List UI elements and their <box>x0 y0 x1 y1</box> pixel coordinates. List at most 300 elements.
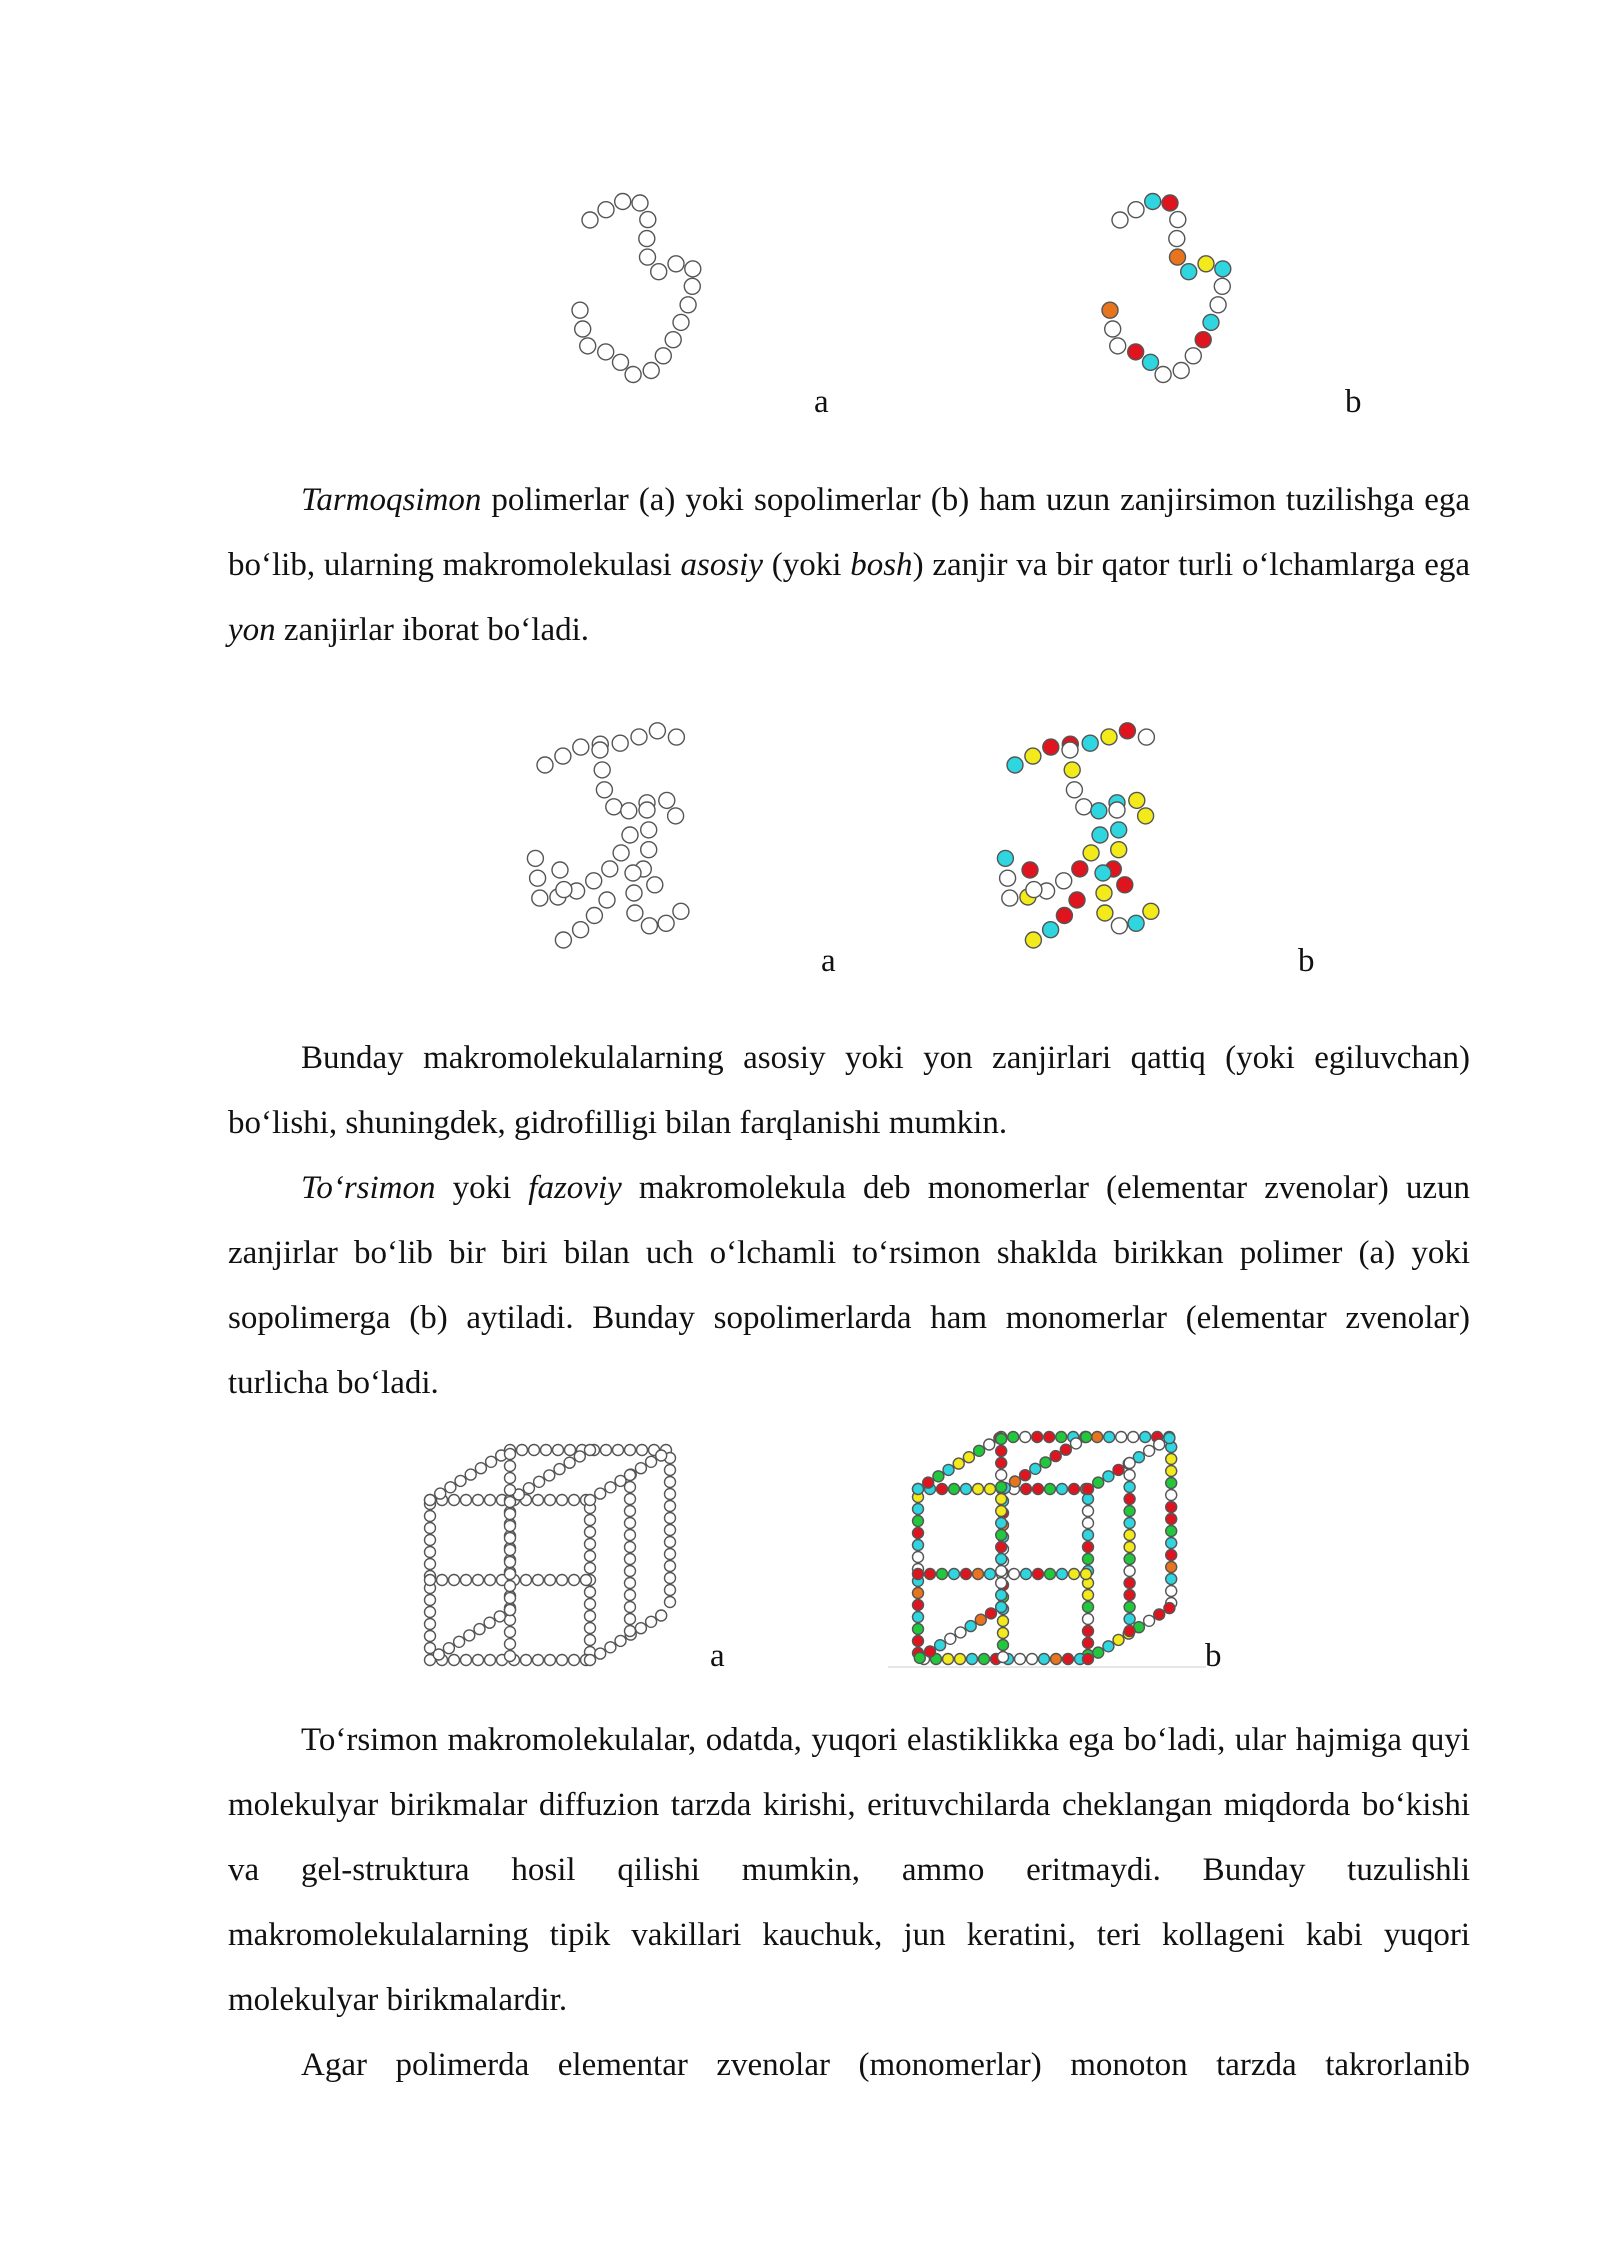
monomer-bead <box>505 1545 516 1556</box>
monomer-bead <box>1138 729 1154 745</box>
monomer-bead <box>680 297 696 313</box>
monomer-bead <box>1128 1432 1139 1443</box>
monomer-bead <box>585 1635 596 1646</box>
monomer-bead <box>1083 1590 1094 1601</box>
monomer-bead <box>580 338 596 354</box>
monomer-bead <box>1033 1484 1044 1495</box>
monomer-bead <box>1166 1478 1177 1489</box>
monomer-bead <box>523 1483 534 1494</box>
monomer-bead <box>486 1456 497 1467</box>
monomer-bead <box>505 1605 516 1616</box>
monomer-bead <box>996 1506 1007 1517</box>
monomer-bead <box>632 195 648 211</box>
monomer-bead <box>665 1525 676 1536</box>
monomer-bead <box>586 873 602 889</box>
monomer-bead <box>1110 338 1126 354</box>
monomer-bead <box>494 1611 505 1622</box>
monomer-bead <box>1124 1458 1135 1469</box>
monomer-bead <box>913 1636 924 1647</box>
monomer-bead <box>449 1655 460 1666</box>
monomer-bead <box>425 1559 436 1570</box>
monomer-bead <box>1096 885 1112 901</box>
monomer-bead <box>521 1655 532 1666</box>
monomer-bead <box>425 1607 436 1618</box>
monomer-bead <box>665 1573 676 1584</box>
monomer-bead <box>572 302 588 318</box>
monomer-bead <box>557 1655 568 1666</box>
network-diagram-a <box>410 1430 700 1670</box>
monomer-bead <box>625 1590 636 1601</box>
monomer-bead <box>573 922 589 938</box>
monomer-bead <box>1025 748 1041 764</box>
monomer-bead <box>425 1495 436 1506</box>
monomer-bead <box>631 729 647 745</box>
monomer-bead <box>665 1561 676 1572</box>
monomer-bead <box>937 1569 948 1580</box>
monomer-bead <box>643 363 659 379</box>
monomer-bead <box>1124 1506 1135 1517</box>
monomer-bead <box>613 1445 624 1456</box>
monomer-bead <box>1210 297 1226 313</box>
monomer-bead <box>464 1630 475 1641</box>
monomer-bead <box>1043 739 1059 755</box>
monomer-bead <box>668 808 684 824</box>
monomer-bead <box>1083 1530 1094 1541</box>
monomer-bead <box>665 1585 676 1596</box>
monomer-bead <box>1145 194 1161 210</box>
monomer-bead <box>996 1554 1007 1565</box>
monomer-bead <box>474 1624 485 1635</box>
monomer-bead <box>1083 1542 1094 1553</box>
monomer-bead <box>986 1608 997 1619</box>
monomer-bead <box>598 202 614 218</box>
monomer-bead <box>1007 757 1023 773</box>
monomer-bead <box>913 1552 924 1563</box>
monomer-bead <box>1111 842 1127 858</box>
monomer-bead <box>913 1516 924 1527</box>
monomer-bead <box>649 723 665 739</box>
monomer-bead <box>1083 1484 1094 1495</box>
monomer-bead <box>625 1445 636 1456</box>
monomer-bead <box>665 1501 676 1512</box>
monomer-bead <box>574 1451 585 1462</box>
monomer-bead <box>485 1575 496 1586</box>
monomer-bead <box>1102 302 1118 318</box>
monomer-bead <box>640 249 656 265</box>
monomer-bead <box>665 1477 676 1488</box>
monomer-bead <box>953 1458 964 1469</box>
monomer-bead <box>1060 1444 1071 1455</box>
figure-label-a: a <box>814 384 829 420</box>
monomer-bead <box>1117 877 1133 893</box>
monomer-bead <box>1124 1494 1135 1505</box>
monomer-bead <box>1166 1538 1177 1549</box>
monomer-bead <box>955 1654 966 1665</box>
monomer-bead <box>673 314 689 330</box>
monomer-bead <box>955 1627 966 1638</box>
monomer-bead <box>1124 1602 1135 1613</box>
monomer-bead <box>1083 1554 1094 1565</box>
monomer-bead <box>613 845 629 861</box>
monomer-bead <box>533 1495 544 1506</box>
monomer-bead <box>581 1575 592 1586</box>
paragraph-network-definition: To‘rsimon yoki fazoviy makromolekula deb monomerlar (elementar zvenolar) uzun zanjirlar bo‘lib bir biri bilan uch o‘lchamli to‘rsimon shaklda birikkan polimer (a) yoki sopolimerga (b) aytiladi. Bunday sopolimerlarda ham monomerlar (elementar zvenolar) turlicha bo‘ladi. <box>228 1170 1470 1401</box>
monomer-bead <box>656 1610 667 1621</box>
monomer-bead <box>1057 1569 1068 1580</box>
monomer-bead <box>1022 862 1038 878</box>
monomer-bead <box>673 903 689 919</box>
monomer-bead <box>1083 1626 1094 1637</box>
monomer-bead <box>647 877 663 893</box>
monomer-bead <box>565 1445 576 1456</box>
monomer-bead <box>665 332 681 348</box>
monomer-bead <box>1138 808 1154 824</box>
monomer-bead <box>1162 195 1178 211</box>
monomer-bead <box>1109 802 1125 818</box>
paragraph-network-properties: To‘rsimon makromolekulalar, odatda, yuqori elastiklikka ega bo‘ladi, ular hajmiga quyi molekulyar birikmalar diffuzion tarzda kirishi, erituvchilarda cheklangan miqdorda bo‘kishi va gel-struktura hosil qilishi mumkin, ammo eritmaydi. Bunday tuzulishli makromolekulalarning tipik vakillari kauchuk, jun keratini, teri kollageni kabi yuqori molekulyar birikmalardir. <box>228 1722 1470 2018</box>
monomer-bead <box>473 1655 484 1666</box>
monomer-bead <box>1057 1484 1068 1495</box>
monomer-bead <box>655 348 671 364</box>
monomer-bead <box>1111 822 1127 838</box>
monomer-bead <box>505 1509 516 1520</box>
monomer-bead <box>1166 1466 1177 1477</box>
monomer-bead <box>461 1495 472 1506</box>
monomer-bead <box>552 862 568 878</box>
monomer-bead <box>602 861 618 877</box>
monomer-bead <box>1095 865 1111 881</box>
monomer-bead <box>925 1569 936 1580</box>
monomer-bead <box>615 1635 626 1646</box>
monomer-bead <box>545 1495 556 1506</box>
monomer-bead <box>596 782 612 798</box>
monomer-bead <box>1166 1550 1177 1561</box>
monomer-bead <box>1166 1526 1177 1537</box>
monomer-bead <box>996 1578 1007 1589</box>
monomer-bead <box>505 1461 516 1472</box>
figure-label-b: b <box>1205 1638 1222 1674</box>
monomer-bead <box>592 742 608 758</box>
monomer-bead <box>425 1511 436 1522</box>
monomer-bead <box>1101 729 1117 745</box>
monomer-bead <box>646 1456 657 1467</box>
monomer-bead <box>625 1566 636 1577</box>
monomer-bead <box>1214 278 1230 294</box>
monomer-bead <box>1092 1432 1103 1443</box>
monomer-bead <box>1170 249 1186 265</box>
monomer-bead <box>641 842 657 858</box>
figure-label-a: a <box>821 943 836 979</box>
monomer-bead <box>1009 1569 1020 1580</box>
monomer-bead <box>505 1533 516 1544</box>
monomer-bead <box>622 827 638 843</box>
monomer-bead <box>996 1518 1007 1529</box>
monomer-bead <box>1092 827 1108 843</box>
monomer-bead <box>1166 1514 1177 1525</box>
monomer-bead <box>530 870 546 886</box>
monomer-bead <box>527 850 543 866</box>
monomer-bead <box>435 1488 446 1499</box>
monomer-bead <box>534 1476 545 1487</box>
monomer-bead <box>1069 1569 1080 1580</box>
monomer-bead <box>461 1575 472 1586</box>
monomer-bead <box>1033 1569 1044 1580</box>
monomer-bead <box>1170 212 1186 228</box>
monomer-bead <box>961 1569 972 1580</box>
monomer-bead <box>585 1611 596 1622</box>
monomer-bead <box>985 1484 996 1495</box>
monomer-bead <box>1083 1614 1094 1625</box>
monomer-bead <box>1124 1470 1135 1481</box>
monomer-bead <box>1105 321 1121 337</box>
monomer-bead <box>505 1593 516 1604</box>
monomer-bead <box>996 1566 1007 1577</box>
monomer-bead <box>595 1648 606 1659</box>
monomer-bead <box>1097 905 1113 921</box>
monomer-bead <box>665 1513 676 1524</box>
monomer-bead <box>585 1563 596 1574</box>
monomer-bead <box>425 1535 436 1546</box>
monomer-bead <box>1166 1562 1177 1573</box>
monomer-bead <box>475 1463 486 1474</box>
monomer-bead <box>585 1495 596 1506</box>
monomer-bead <box>933 1471 944 1482</box>
monomer-bead <box>984 1439 995 1450</box>
monomer-bead <box>963 1452 974 1463</box>
monomer-bead <box>998 1616 1009 1627</box>
monomer-bead <box>532 890 548 906</box>
monomer-bead <box>625 1482 636 1493</box>
monomer-bead <box>433 1649 444 1660</box>
monomer-bead <box>1083 845 1099 861</box>
monomer-bead <box>1082 735 1098 751</box>
monomer-bead <box>1124 1590 1135 1601</box>
monomer-bead <box>533 1575 544 1586</box>
monomer-bead <box>1020 1432 1031 1443</box>
monomer-bead <box>935 1640 946 1651</box>
monomer-bead <box>545 1655 556 1666</box>
monomer-bead <box>521 1575 532 1586</box>
monomer-bead <box>625 1530 636 1541</box>
monomer-bead <box>665 1465 676 1476</box>
monomer-bead <box>557 1575 568 1586</box>
monomer-bead <box>943 1654 954 1665</box>
monomer-bead <box>425 1575 436 1586</box>
monomer-bead <box>923 1477 934 1488</box>
monomer-bead <box>913 1540 924 1551</box>
monomer-bead <box>1185 348 1201 364</box>
monomer-bead <box>1062 742 1078 758</box>
monomer-bead <box>533 1655 544 1666</box>
monomer-bead <box>1144 1615 1155 1626</box>
monomer-bead <box>665 1537 676 1548</box>
monomer-bead <box>612 735 628 751</box>
monomer-bead <box>641 918 657 934</box>
monomer-bead <box>1002 890 1018 906</box>
monomer-bead <box>505 1497 516 1508</box>
monomer-bead <box>961 1484 972 1495</box>
monomer-bead <box>625 1542 636 1553</box>
monomer-bead <box>1081 1432 1092 1443</box>
monomer-bead <box>1064 762 1080 778</box>
monomer-bead <box>605 1482 616 1493</box>
monomer-bead <box>625 1506 636 1517</box>
monomer-bead <box>1154 1609 1165 1620</box>
monomer-bead <box>635 1623 646 1634</box>
monomer-bead <box>594 762 610 778</box>
monomer-bead <box>684 278 700 294</box>
network-diagram-b <box>888 1425 1218 1675</box>
monomer-bead <box>1083 1602 1094 1613</box>
monomer-bead <box>555 748 571 764</box>
monomer-bead <box>615 194 631 210</box>
monomer-bead <box>1043 922 1059 938</box>
monomer-bead <box>949 1484 960 1495</box>
monomer-bead <box>425 1619 436 1630</box>
monomer-bead <box>1020 1470 1031 1481</box>
monomer-bead <box>1015 1654 1026 1665</box>
monomer-bead <box>1039 1654 1050 1665</box>
monomer-bead <box>1169 231 1185 247</box>
monomer-bead <box>425 1547 436 1558</box>
monomer-bead <box>914 1652 925 1663</box>
monomer-bead <box>598 344 614 360</box>
monomer-bead <box>668 729 684 745</box>
monomer-bead <box>485 1655 496 1666</box>
monomer-bead <box>665 1489 676 1500</box>
monomer-bead <box>1045 1569 1056 1580</box>
monomer-bead <box>449 1575 460 1586</box>
monomer-bead <box>586 908 602 924</box>
figure-label-b: b <box>1298 943 1315 979</box>
monomer-bead <box>626 885 642 901</box>
monomer-bead <box>1025 932 1041 948</box>
monomer-bead <box>996 1458 1007 1469</box>
monomer-bead <box>1103 1641 1114 1652</box>
monomer-bead <box>445 1482 456 1493</box>
monomer-bead <box>449 1495 460 1506</box>
monomer-bead <box>1069 892 1085 908</box>
figure-linear-copolymer <box>1090 180 1350 410</box>
monomer-bead <box>949 1569 960 1580</box>
monomer-bead <box>1072 861 1088 877</box>
monomer-bead <box>569 1575 580 1586</box>
monomer-bead <box>585 1539 596 1550</box>
monomer-bead <box>585 1445 596 1456</box>
monomer-bead <box>625 1602 636 1613</box>
monomer-bead <box>656 1450 667 1461</box>
monomer-bead <box>1128 202 1144 218</box>
monomer-bead <box>455 1475 466 1486</box>
monomer-bead <box>1143 354 1159 370</box>
monomer-bead <box>625 1626 636 1637</box>
monomer-bead <box>996 1590 1007 1601</box>
monomer-bead <box>505 1639 516 1650</box>
monomer-bead <box>1056 908 1072 924</box>
monomer-bead <box>1144 1445 1155 1456</box>
monomer-bead <box>465 1469 476 1480</box>
monomer-bead <box>996 1446 1007 1457</box>
monomer-bead <box>996 1470 1007 1481</box>
monomer-bead <box>1164 1603 1175 1614</box>
monomer-bead <box>443 1643 454 1654</box>
monomer-bead <box>913 1484 924 1495</box>
monomer-bead <box>517 1445 528 1456</box>
monomer-bead <box>1113 1464 1124 1475</box>
monomer-bead <box>965 1621 976 1632</box>
monomer-bead <box>1124 1482 1135 1493</box>
monomer-bead <box>913 1600 924 1611</box>
monomer-bead <box>937 1484 948 1495</box>
monomer-bead <box>613 354 629 370</box>
monomer-bead <box>505 1557 516 1568</box>
monomer-bead <box>1124 1578 1135 1589</box>
monomer-bead <box>1103 1471 1114 1482</box>
monomer-bead <box>625 1578 636 1589</box>
monomer-bead <box>1111 918 1127 934</box>
monomer-bead <box>996 1482 1007 1493</box>
monomer-bead <box>1155 367 1171 383</box>
monomer-bead <box>1032 1432 1043 1443</box>
monomer-bead <box>1030 1463 1041 1474</box>
monomer-bead <box>668 256 684 272</box>
monomer-bead <box>1081 1569 1092 1580</box>
paragraph-chain-rigidity: Bunday makromolekulalarning asosiy yoki yon zanjirlari qattiq (yoki egiluvchan) bo‘lishi, shuningdek, gidrofilligi bilan farqlanishi mumkin. <box>228 1040 1470 1141</box>
monomer-bead <box>541 1445 552 1456</box>
monomer-bead <box>621 803 637 819</box>
monomer-bead <box>625 1614 636 1625</box>
monomer-bead <box>1166 1454 1177 1465</box>
monomer-bead <box>625 1470 636 1481</box>
monomer-bead <box>1091 803 1107 819</box>
monomer-bead <box>1056 1432 1067 1443</box>
monomer-bead <box>1116 1432 1127 1443</box>
monomer-bead <box>505 1521 516 1532</box>
monomer-bead <box>505 1581 516 1592</box>
monomer-bead <box>913 1528 924 1539</box>
figure-label-b: b <box>1345 384 1362 420</box>
monomer-bead <box>979 1654 990 1665</box>
monomer-bead <box>913 1612 924 1623</box>
monomer-bead <box>556 882 572 898</box>
monomer-bead <box>557 1495 568 1506</box>
monomer-bead <box>585 1515 596 1526</box>
monomer-bead <box>997 850 1013 866</box>
monomer-bead <box>1124 1530 1135 1541</box>
monomer-bead <box>585 1599 596 1610</box>
monomer-bead <box>425 1595 436 1606</box>
monomer-bead <box>1044 1432 1055 1443</box>
monomer-bead <box>998 1628 1009 1639</box>
monomer-bead <box>1113 1634 1124 1645</box>
monomer-bead <box>485 1495 496 1506</box>
monomer-bead <box>529 1445 540 1456</box>
monomer-bead <box>625 1494 636 1505</box>
monomer-bead <box>1027 1654 1038 1665</box>
monomer-bead <box>1124 1554 1135 1565</box>
monomer-bead <box>1083 1518 1094 1529</box>
monomer-bead <box>1010 1476 1021 1487</box>
monomer-bead <box>996 1542 1007 1553</box>
monomer-bead <box>637 1445 648 1456</box>
monomer-bead <box>658 915 674 931</box>
monomer-bead <box>425 1631 436 1642</box>
monomer-bead <box>627 905 643 921</box>
figure-linear-polymer <box>560 180 820 410</box>
monomer-bead <box>925 1646 936 1657</box>
monomer-bead <box>646 1616 657 1627</box>
monomer-bead <box>537 757 553 773</box>
